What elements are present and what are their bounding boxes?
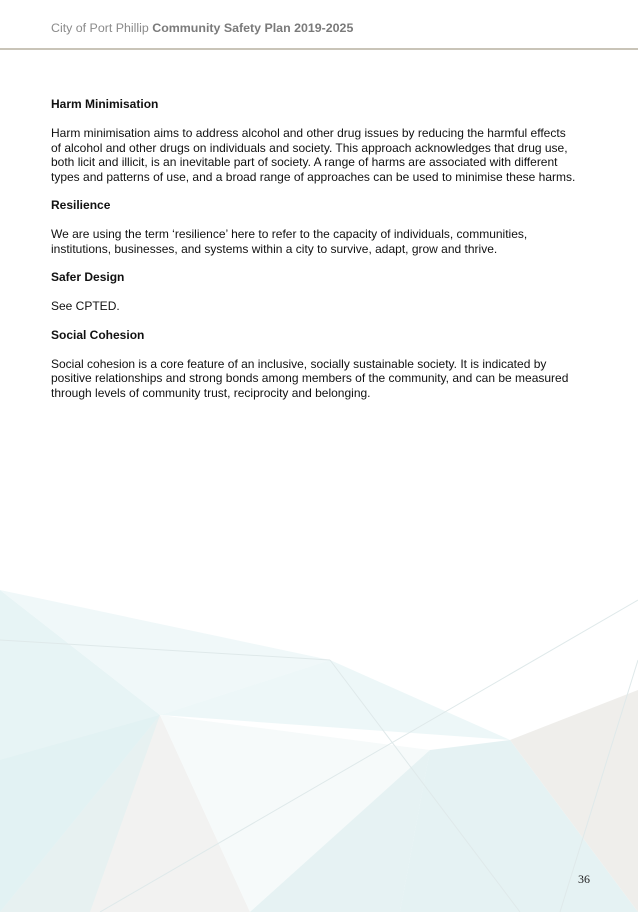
section-social-cohesion [51, 328, 596, 401]
decorative-background-art [0, 560, 638, 912]
header-org: City of Port Phillip [51, 21, 149, 35]
section-resilience [51, 198, 596, 256]
header-title [51, 21, 353, 35]
section-safer-design [51, 270, 596, 314]
page-header [0, 0, 638, 50]
section-heading: Resilience [51, 198, 111, 212]
glossary-content [51, 97, 596, 414]
header-divider [0, 48, 638, 50]
section-heading: Harm Minimisation [51, 97, 159, 111]
section-harm-minimisation [51, 97, 596, 184]
section-body: Social cohesion is a core feature of an inclusive, socially sustainable society. It is indicated by positive relationships and strong bonds among members of the community, and can be measured through levels of community trust, reciprocity and belonging. [51, 356, 569, 400]
page-number: 36 [578, 872, 590, 886]
section-body: We are using the term ‘resilience’ here to refer to the capacity of individuals, communities, institutions, businesses, and systems within a city to survive, adapt, grow and thrive. [51, 227, 528, 256]
section-heading: Social Cohesion [51, 327, 145, 342]
section-heading: Safer Design [51, 270, 125, 284]
section-body: Harm minimisation aims to address alcohol and other drug issues by reducing the harmful effects of alcohol and other drugs on individuals and society. This approach acknowledges that drug use, both licit and illicit, is an inevitable part of society. A range of harms are associated with different types and patterns of use, and a broad range of approaches can be used to minimise these harms. [51, 126, 576, 184]
section-body: See CPTED. [51, 299, 120, 313]
header-plan-title: Community Safety Plan 2019-2025 [152, 21, 354, 35]
